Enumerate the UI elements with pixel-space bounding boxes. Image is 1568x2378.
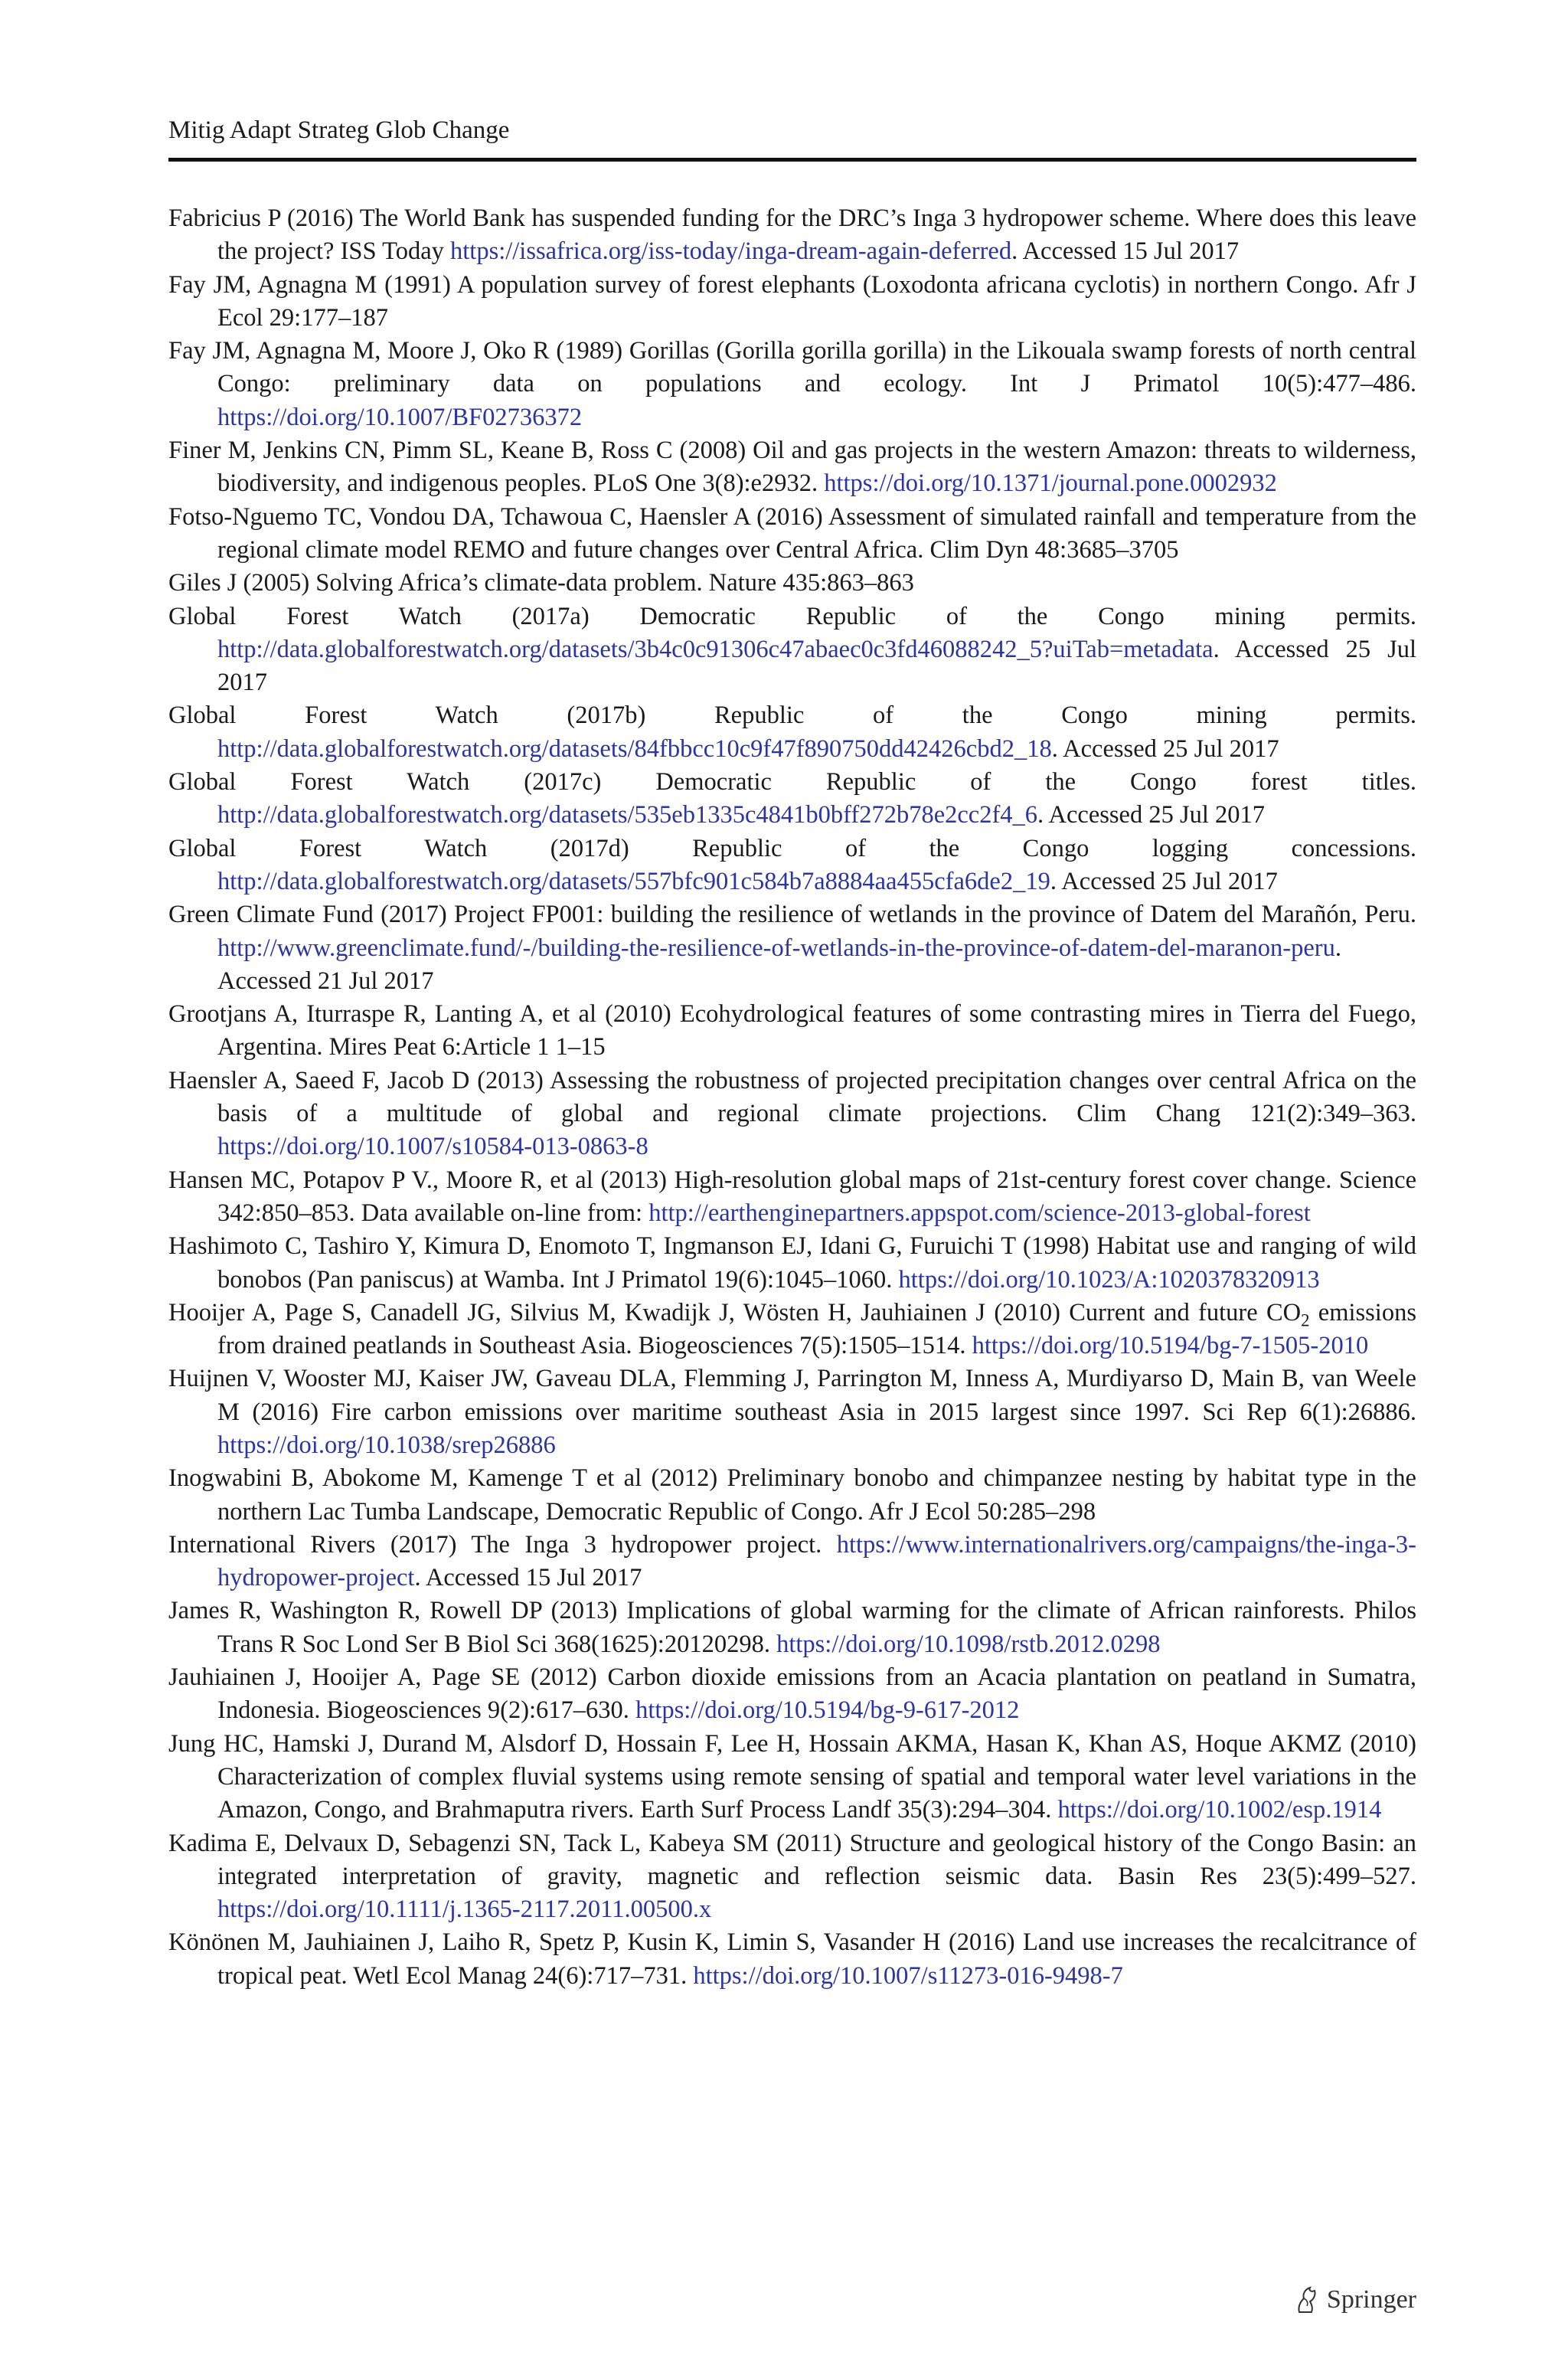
reference-text: Giles J (2005) Solving Africa’s climate-data problem. Nature 435:863–863 xyxy=(168,569,914,597)
reference-item xyxy=(168,898,1416,998)
reference-item xyxy=(168,600,1416,700)
reference-accessed: . Accessed 25 Jul 2017 xyxy=(1051,734,1279,763)
reference-link[interactable]: https://issafrica.org/iss-today/inga-dream-again-deferred xyxy=(450,237,1012,266)
reference-accessed: . Accessed 25 Jul 2017 xyxy=(1037,801,1266,829)
reference-text: Haensler A, Saeed F, Jacob D (2013) Assessing the robustness of projected precipitation changes over central Africa on the basis of a multitude of global and regional climate projections. Clim Chang 121(2):349–363. xyxy=(168,1066,1416,1128)
reference-item xyxy=(168,998,1416,1065)
reference-text: Fay JM, Agnagna M (1991) A population survey of forest elephants (Loxodonta africana cyclotis) in northern Congo. Afr J Ecol 29:177–187 xyxy=(168,270,1416,332)
reference-text: Hashimoto C, Tashiro Y, Kimura D, Enomoto T, Ingmanson EJ, Idani G, Furuichi T (1998) Habitat use and ranging of wild bonobos (Pan paniscus) at Wamba. Int J Primatol 19(6):1045–1060. xyxy=(168,1232,1416,1294)
reference-accessed: . Accessed 15 Jul 2017 xyxy=(1011,237,1240,266)
reference-item xyxy=(168,1065,1416,1164)
reference-item xyxy=(168,1728,1416,1827)
reference-link[interactable]: https://doi.org/10.5194/bg-7-1505-2010 xyxy=(972,1332,1369,1360)
reference-link[interactable]: https://doi.org/10.1002/esp.1914 xyxy=(1057,1796,1382,1824)
reference-text: Fotso-Nguemo TC, Vondou DA, Tchawoua C, Haensler A (2016) Assessment of simulated rainfall and temperature from the regional climate model REMO and future changes over Central Africa. Clim Dyn 48:3685–3705 xyxy=(168,502,1416,564)
reference-text: Jauhiainen J, Hooijer A, Page SE (2012) Carbon dioxide emissions from an Acacia plantation on peatland in Sumatra, Indonesia. Biogeosciences 9(2):617–630. xyxy=(168,1663,1416,1725)
reference-link[interactable]: https://doi.org/10.1371/journal.pone.0002932 xyxy=(824,469,1277,498)
reference-item xyxy=(168,1595,1416,1661)
reference-item xyxy=(168,832,1416,899)
reference-link[interactable]: http://data.globalforestwatch.org/datasets/3b4c0c91306c47abaec0c3fd46088242_5?uiTab=metadata xyxy=(217,635,1214,663)
running-header: Mitig Adapt Strateg Glob Change xyxy=(168,116,510,144)
reference-subscript: 2 xyxy=(1301,1310,1310,1330)
reference-text: Fay JM, Agnagna M, Moore J, Oko R (1989) Gorillas (Gorilla gorilla gorilla) in the Likouala swamp forests of north central Congo: preliminary data on populations and ecology. Int J Primatol 10(5):477–486. xyxy=(168,337,1416,398)
reference-item xyxy=(168,766,1416,832)
reference-link[interactable]: https://www.internationalrivers.org/campaigns/the-inga-3-hydropower-project xyxy=(217,1530,1416,1592)
reference-text: Grootjans A, Iturraspe R, Lanting A, et al (2010) Ecohydrological features of some contrasting mires in Tierra del Fuego, Argentina. Mires Peat 6:Article 1 1–15 xyxy=(168,1000,1416,1061)
reference-item xyxy=(168,1926,1416,1993)
reference-list xyxy=(168,202,1416,1993)
reference-text: Green Climate Fund (2017) Project FP001: building the resilience of wetlands in the province of Datem del Marañón, Peru. xyxy=(168,901,1416,929)
reference-text: Finer M, Jenkins CN, Pimm SL, Keane B, Ross C (2008) Oil and gas projects in the western Amazon: threats to wilderness, biodiversity, and indigenous peoples. PLoS One 3(8):e2932. xyxy=(168,437,1416,498)
reference-text: Könönen M, Jauhiainen J, Laiho R, Spetz P, Kusin K, Limin S, Vasander H (2016) Land use increases the recalcitrance of tropical peat. Wetl Ecol Manag 24(6):717–731. xyxy=(168,1928,1416,1990)
reference-link[interactable]: https://doi.org/10.1098/rstb.2012.0298 xyxy=(776,1630,1161,1658)
reference-item xyxy=(168,269,1416,335)
reference-text: Fabricius P (2016) The World Bank has suspended funding for the DRC’s Inga 3 hydropower scheme. Where does this leave the project? ISS Today xyxy=(168,204,1416,266)
reference-text: Hooijer A, Page S, Canadell JG, Silvius M, Kwadijk J, Wösten H, Jauhiainen J (2010) Current and future CO xyxy=(168,1298,1302,1326)
reference-text: Hansen MC, Potapov P V., Moore R, et al (2013) High-resolution global maps of 21st-century forest cover change. Science 342:850–853. Data available on-line from: xyxy=(168,1166,1416,1227)
reference-link[interactable]: https://doi.org/10.1111/j.1365-2117.2011.00500.x xyxy=(217,1896,712,1924)
reference-link[interactable]: https://doi.org/10.1007/s10584-013-0863-8 xyxy=(217,1133,648,1161)
reference-item xyxy=(168,434,1416,501)
reference-item xyxy=(168,335,1416,434)
reference-text: Global Forest Watch (2017c) Democratic Republic of the Congo forest titles. xyxy=(168,768,1416,796)
reference-link[interactable]: https://doi.org/10.1007/BF02736372 xyxy=(217,403,583,431)
reference-link[interactable]: http://data.globalforestwatch.org/datasets/557bfc901c584b7a8884aa455cfa6de2_19 xyxy=(217,867,1050,895)
reference-item xyxy=(168,1529,1416,1595)
reference-text: International Rivers (2017) The Inga 3 hydropower project. xyxy=(168,1530,837,1559)
reference-link[interactable]: https://doi.org/10.1023/A:1020378320913 xyxy=(898,1265,1320,1294)
reference-accessed: . Accessed 25 Jul 2017 xyxy=(217,635,1416,697)
reference-accessed: . Accessed 25 Jul 2017 xyxy=(1050,867,1278,895)
reference-text: Kadima E, Delvaux D, Sebagenzi SN, Tack L, Kabeya SM (2011) Structure and geological history of the Congo Basin: an integrated interpretation of gravity, magnetic and reflection seismic data. Basin Res 23(5):499–527. xyxy=(168,1829,1416,1890)
header-rule xyxy=(168,158,1416,162)
reference-text: Huijnen V, Wooster MJ, Kaiser JW, Gaveau DLA, Flemming J, Parrington M, Inness A, Murdiyarso D, Main B, van Weele M (2016) Fire carbon emissions over maritime southeast Asia in 2015 largest since 1997. Sci Rep 6(1):26886. xyxy=(168,1365,1416,1426)
reference-item xyxy=(168,1362,1416,1462)
reference-item xyxy=(168,1164,1416,1231)
reference-item xyxy=(168,1230,1416,1297)
publisher-name: Springer xyxy=(1326,2285,1416,2314)
reference-item xyxy=(168,699,1416,766)
reference-link[interactable]: https://doi.org/10.5194/bg-9-617-2012 xyxy=(635,1696,1020,1725)
reference-text: Global Forest Watch (2017d) Republic of the Congo logging concessions. xyxy=(168,834,1416,862)
reference-text: emissions from drained peatlands in Southeast Asia. Biogeosciences 7(5):1505–1514. xyxy=(217,1298,1416,1360)
reference-link[interactable]: http://earthenginepartners.appspot.com/science-2013-global-forest xyxy=(648,1199,1311,1227)
reference-link[interactable]: https://doi.org/10.1007/s11273-016-9498-7 xyxy=(693,1961,1123,1990)
reference-text: Inogwabini B, Abokome M, Kamenge T et al (2012) Preliminary bonobo and chimpanzee nesting by habitat type in the northern Lac Tumba Landscape, Democratic Republic of Congo. Afr J Ecol 50:285–298 xyxy=(168,1464,1416,1526)
reference-link[interactable]: http://data.globalforestwatch.org/datasets/535eb1335c4841b0bff272b78e2cc2f4_6 xyxy=(217,801,1038,829)
reference-item xyxy=(168,501,1416,568)
reference-link[interactable]: http://data.globalforestwatch.org/datasets/84fbbcc10c9f47f890750dd42426cbd2_18 xyxy=(217,734,1052,763)
springer-horse-icon xyxy=(1293,2285,1321,2315)
reference-text: Global Forest Watch (2017a) Democratic Republic of the Congo mining permits. xyxy=(168,602,1416,630)
reference-link[interactable]: https://doi.org/10.1038/srep26886 xyxy=(217,1431,556,1459)
reference-item xyxy=(168,202,1416,269)
reference-accessed: . Accessed 15 Jul 2017 xyxy=(414,1564,642,1592)
reference-text: Global Forest Watch (2017b) Republic of the Congo mining permits. xyxy=(168,702,1416,730)
reference-text: Jung HC, Hamski J, Durand M, Alsdorf D, Hossain F, Lee H, Hossain AKMA, Hasan K, Khan AS, Hoque AKMZ (2010) Characterization of complex fluvial systems using remote sensing of spatial and temporal water level variations in the Amazon, Congo, and Brahmaputra rivers. Earth Surf Process Landf 35(3):294–304. xyxy=(168,1729,1416,1824)
reference-item xyxy=(168,1661,1416,1728)
reference-item xyxy=(168,1827,1416,1927)
reference-text: James R, Washington R, Rowell DP (2013) Implications of global warming for the climate of African rainforests. Philos Trans R Soc Lond Ser B Biol Sci 368(1625):20120298. xyxy=(168,1597,1416,1658)
reference-link[interactable]: http://www.greenclimate.fund/-/building-the-resilience-of-wetlands-in-the-province-of-datem-del-maranon-peru xyxy=(217,934,1335,962)
reference-accessed: . Accessed 21 Jul 2017 xyxy=(217,934,1341,995)
reference-item xyxy=(168,1462,1416,1529)
reference-item xyxy=(168,1297,1416,1363)
publisher-footer xyxy=(1293,2285,1416,2315)
reference-item xyxy=(168,567,1416,600)
